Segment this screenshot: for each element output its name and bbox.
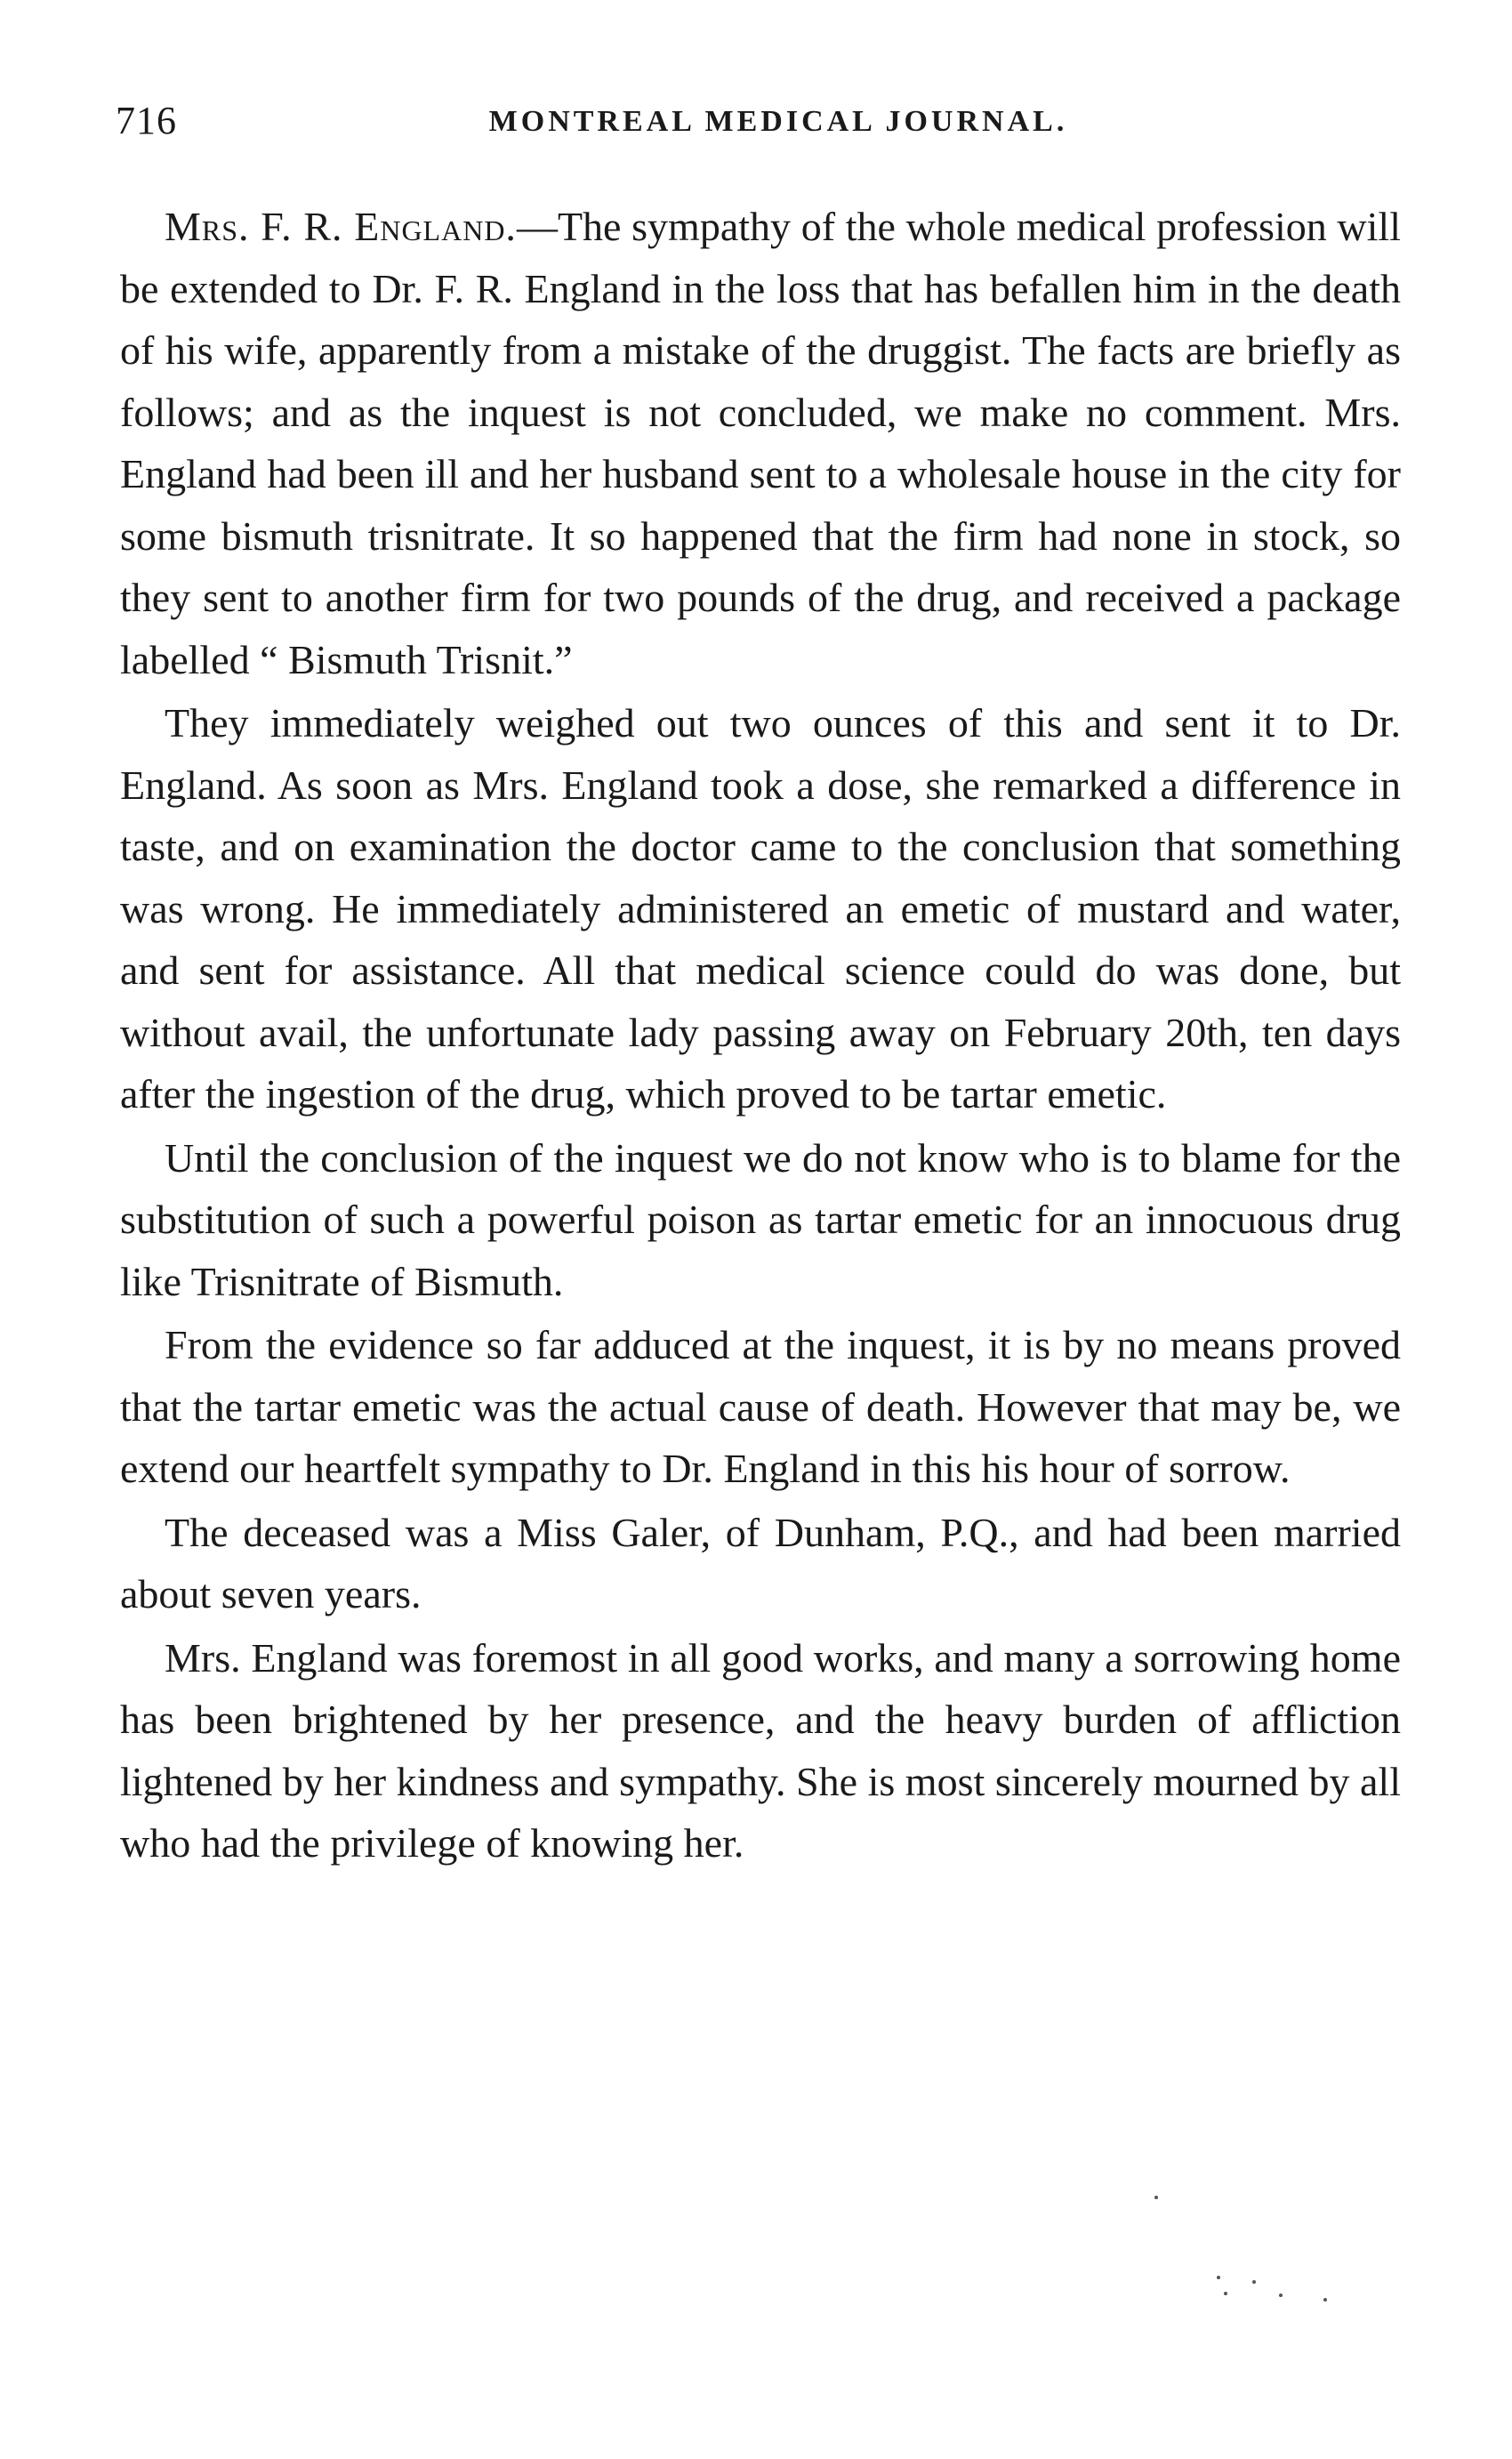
article-paragraph-4: From the evidence so far adduced at the inquest, it is by no means proved that the tartar emetic was the actual cause of death. However that may be, we extend our heartfelt sympathy to Dr. England in this his hour of sorrow.: [120, 1322, 1401, 1491]
journal-title: MONTREAL MEDICAL JOURNAL.: [488, 105, 1068, 138]
paragraph-text: —The sympathy of the whole medical profession will be extended to Dr. F. R. England in the loss that has befallen him in the death of his wife, apparently from a mistake of the druggist. The facts are briefly as follows; and as the inquest is not concluded, we make no comment. Mrs. England had been ill and her husband sent to a wholesale house in the city for some bismuth trisnitrate. It so happened that the firm had none in stock, so they sent to another firm for two pounds of the drug, and received a package labelled “ Bismuth Trisnit.”: [120, 204, 1401, 682]
print-specks: [1147, 2189, 1414, 2322]
article-paragraph-1: [120, 196, 1401, 690]
article-paragraph-5: The deceased was a Miss Galer, of Dunham, P.Q., and had been married about seven years.: [120, 1509, 1401, 1616]
article-heading: Mrs. F. R. England.: [165, 204, 517, 249]
article-paragraph-3: Until the conclusion of the inquest we do not know who is to blame for the substitution of such a powerful poison as tartar emetic for an innocuous drug like Trisnitrate of Bismuth.: [120, 1134, 1401, 1304]
running-head: [116, 98, 1405, 151]
page-number: 716: [116, 99, 177, 142]
article-paragraph-6: Mrs. England was foremost in all good works, and many a sorrowing home has been brightened by her presence, and the heavy burden of affliction lightened by her kindness and sympathy. She is most sincerely mourned by all who had the privilege of knowing her.: [120, 1634, 1401, 1866]
article-paragraph-2: They immediately weighed out two ounces of this and sent it to Dr. England. As soon as Mrs. England took a dose, she remarked a difference in taste, and on examination the doctor came to the conclusion that something was wrong. He immediately administered an emetic of mustard and water, and sent for assistance. All that medical science could do was done, but without avail, the unfortunate lady passing away on February 20th, ten days after the ingestion of the drug, which proved to be tartar emetic.: [120, 700, 1401, 1117]
article-body: [120, 196, 1401, 1876]
